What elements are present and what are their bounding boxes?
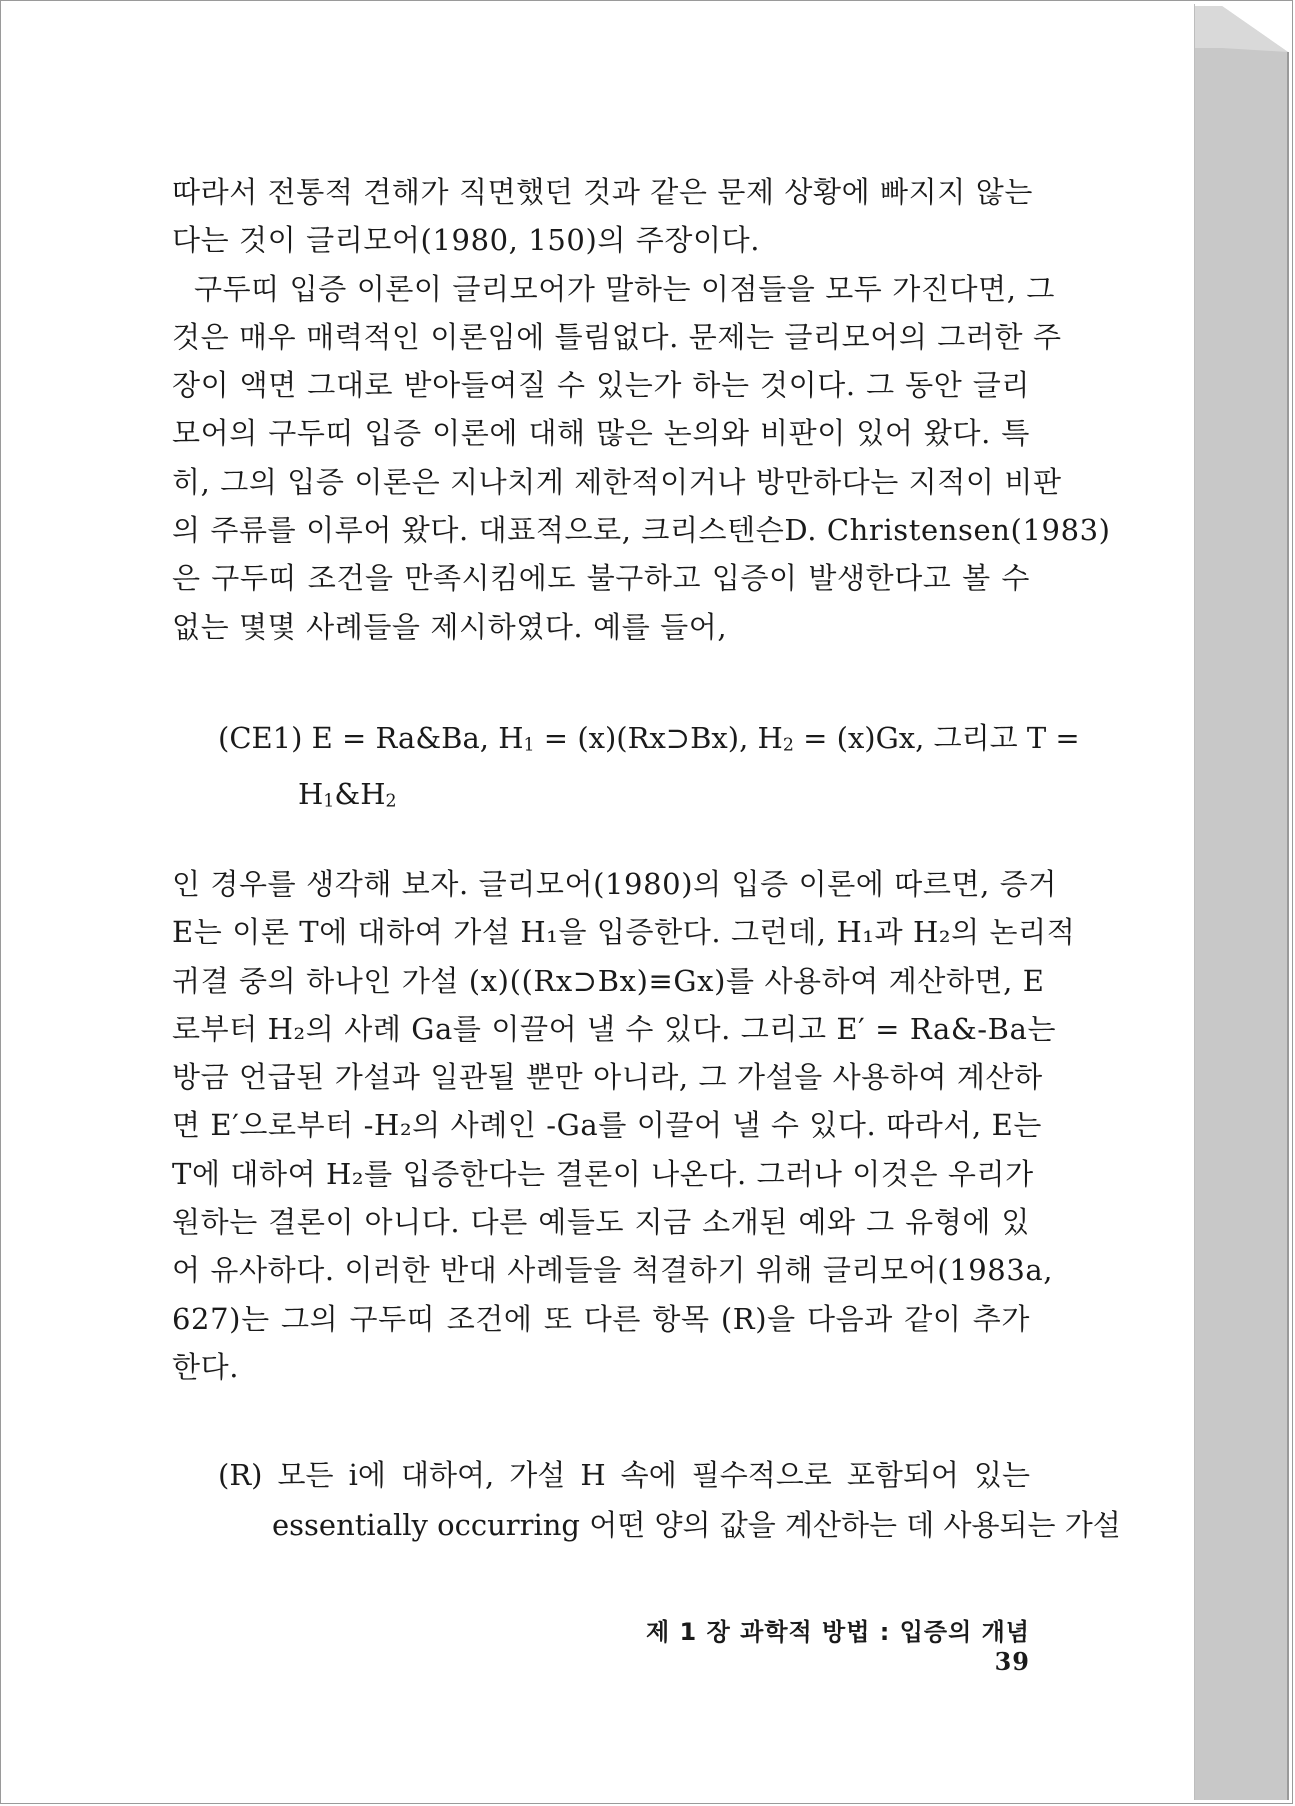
body-text	[172, 168, 1111, 651]
paragraph-3-line: 로부터 H₂의 사례 Ga를 이끌어 낼 수 있다. 그리고 E′ = Ra&-Ba는	[172, 1011, 1057, 1046]
paragraph-2-line: 모어의 구두띠 입증 이론에 대해 많은 논의와 비판이 있어 왔다. 특	[172, 416, 1030, 451]
paragraph-3-line: 어 유사하다. 이러한 반대 사례들을 척결하기 위해 글리모어(1983a,	[172, 1253, 1054, 1288]
chapter-title: 제 1 장 과학적 방법 : 입증의 개념	[646, 1618, 1030, 1646]
paragraph-1-line: 따라서 전통적 견해가 직면했던 것과 같은 문제 상황에 빠지지 않는	[172, 175, 1033, 209]
rule-text-1: 모든 i에 대하여, 가설 H 속에 필수적으로 포함되어 있는	[277, 1458, 1031, 1492]
rule-line-1	[218, 1450, 1030, 1500]
formula-line-1	[218, 710, 1080, 766]
formula-ce1	[218, 710, 1080, 822]
paragraph-2-line: 의 주류를 이루어 왔다. 대표적으로, 크리스텐슨D. Christensen(1983)	[172, 513, 1111, 548]
paragraph-3-line: 원하는 결론이 아니다. 다른 예들도 지금 소개된 예와 그 유형에 있	[172, 1205, 1030, 1240]
paragraph-2-line: 없는 몇몇 사례들을 제시하였다. 예를 들어,	[172, 609, 728, 644]
paragraph-1-line: 다는 것이 글리모어(1980, 150)의 주장이다.	[172, 223, 761, 258]
paragraph-3-line: 방금 언급된 가설과 일관될 뿐만 아니라, 그 가설을 사용하여 계산하	[172, 1060, 1043, 1095]
running-footer	[630, 1612, 1030, 1676]
paragraph-3-line: 귀결 중의 하나인 가설 (x)((Rx⊃Bx)≡Gx)를 사용하여 계산하면, E	[172, 963, 1045, 998]
paragraph-2-line: 구두띠 입증 이론이 글리모어가 말하는 이점들을 모두 가진다면, 그	[194, 271, 1055, 306]
rule-label: (R)	[218, 1458, 263, 1492]
paragraph-2-line: 장이 액면 그대로 받아들여질 수 있는가 하는 것이다. 그 동안 글리	[172, 368, 1030, 403]
paragraph-3-line: 한다.	[172, 1349, 240, 1384]
paragraph-2-line: 것은 매우 매력적인 이론임에 틀림없다. 문제는 글리모어의 그러한 주	[172, 319, 1062, 354]
paragraph-3-line: 면 E′으로부터 -H₂의 사례인 -Ga를 이끌어 낼 수 있다. 따라서, E는	[172, 1108, 1043, 1143]
formula-label: (CE1)	[218, 721, 303, 755]
formula-e: E = Ra&Ba,	[311, 721, 489, 755]
body-text-2	[172, 860, 1076, 1391]
paragraph-3-line: T에 대하여 H₂를 입증한다는 결론이 나온다. 그러나 이것은 우리가	[172, 1156, 1034, 1191]
rule-line-2: essentially occurring 어떤 양의 값을 계산하는 데 사용되는 가설	[272, 1508, 1121, 1542]
paragraph-2-line: 은 구두띠 조건을 만족시킴에도 불구하고 입증이 발생한다고 볼 수	[172, 561, 1030, 596]
paragraph-2-line: 히, 그의 입증 이론은 지나치게 제한적이거나 방만하다는 지적이 비판	[172, 464, 1062, 499]
rule-r	[218, 1450, 1121, 1550]
formula-line-2: $H_1\&H_2$	[298, 777, 397, 812]
formula-h2: $H_2 = (x)Gx$,	[757, 721, 925, 756]
paragraph-3-line: 인 경우를 생각해 보자. 글리모어(1980)의 입증 이론에 따르면, 증거	[172, 867, 1057, 901]
page-number: 39	[994, 1647, 1030, 1676]
formula-tail: 그리고 T =	[933, 721, 1080, 755]
paragraph-3-line: 627)는 그의 구두띠 조건에 또 다른 항목 (R)을 다음과 같이 추가	[172, 1301, 1030, 1336]
paragraph-3-line: E는 이론 T에 대하여 가설 H₁을 입증한다. 그런데, H₁과 H₂의 논리적	[172, 915, 1076, 950]
formula-h1: $H_1$ = (x)(Rx⊃Bx),	[498, 721, 749, 756]
